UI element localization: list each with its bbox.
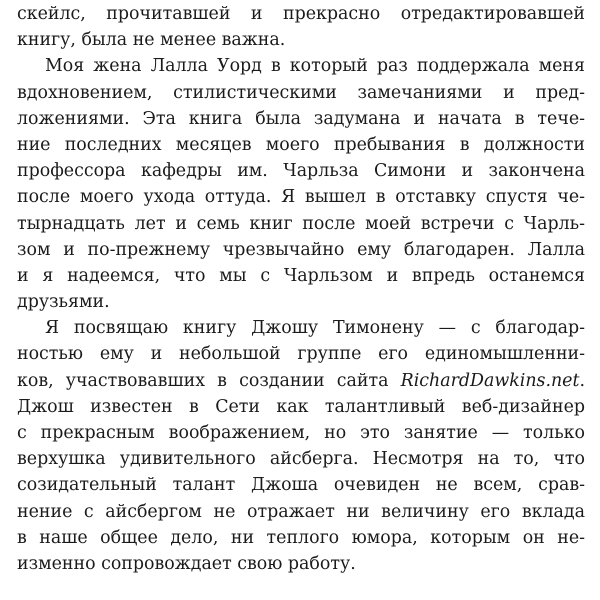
text-line: и я надеемся, что мы с Чарльзом и впредь останемся — [17, 265, 585, 286]
text-line: вдохновением, стилистическими замечаниями и пред- — [17, 82, 585, 103]
text-line: изменно сопровождает свою работу. — [17, 553, 356, 574]
text-line: нение с айсбергом не отражает ни величину его вклада — [17, 501, 585, 522]
text-line: скейлс, прочитавшей и прекрасно отредактировавшей — [17, 4, 585, 24]
text-line: в наше общее дело, ни теплого юмора, которым он не- — [17, 527, 585, 548]
text-line: книгу, была не менее важна. — [17, 30, 286, 51]
text-line: друзьями. — [17, 292, 110, 313]
text-line: Джош известен в Сети как талантливый веб-дизайнер — [17, 396, 585, 417]
text-line: зом и по-прежнему чрезвычайно ему благодарен. Лалла — [17, 239, 585, 260]
text-line: ложениями. Эта книга была задумана и начата в тече- — [17, 108, 585, 129]
text-line: ностью ему и небольшой группе его единомышленни- — [17, 344, 585, 365]
text-line: с прекрасным воображением, но это занятие — только — [17, 423, 585, 443]
text-line-with-link — [17, 368, 585, 394]
text-fragment: ков, участвовавших в создании сайта — [17, 370, 401, 391]
text-fragment: . — [579, 370, 585, 391]
text-line: Моя жена Лалла Уорд в который раз поддержала меня — [45, 56, 585, 77]
text-line: ние последних месяцев моего пребывания в должности — [17, 134, 585, 155]
text-line: созидательный талант Джоша очевиден не всем, срав- — [17, 475, 585, 496]
text-line: профессора кафедры им. Чарльза Симони и закончена — [17, 161, 585, 182]
text-line: тырнадцать лет и семь книг после моей встречи с Чарль- — [17, 213, 585, 234]
text-line: Я посвящаю книгу Джошу Тимонену — с благодар- — [45, 318, 585, 339]
page-text — [17, 1, 585, 577]
text-line: верхушка удивительного айсберга. Несмотря на то, что — [17, 449, 585, 470]
site-name: RichardDawkins.net — [400, 370, 580, 391]
text-line: после моего ухода оттуда. Я вышел в отставку спустя че- — [17, 187, 585, 208]
